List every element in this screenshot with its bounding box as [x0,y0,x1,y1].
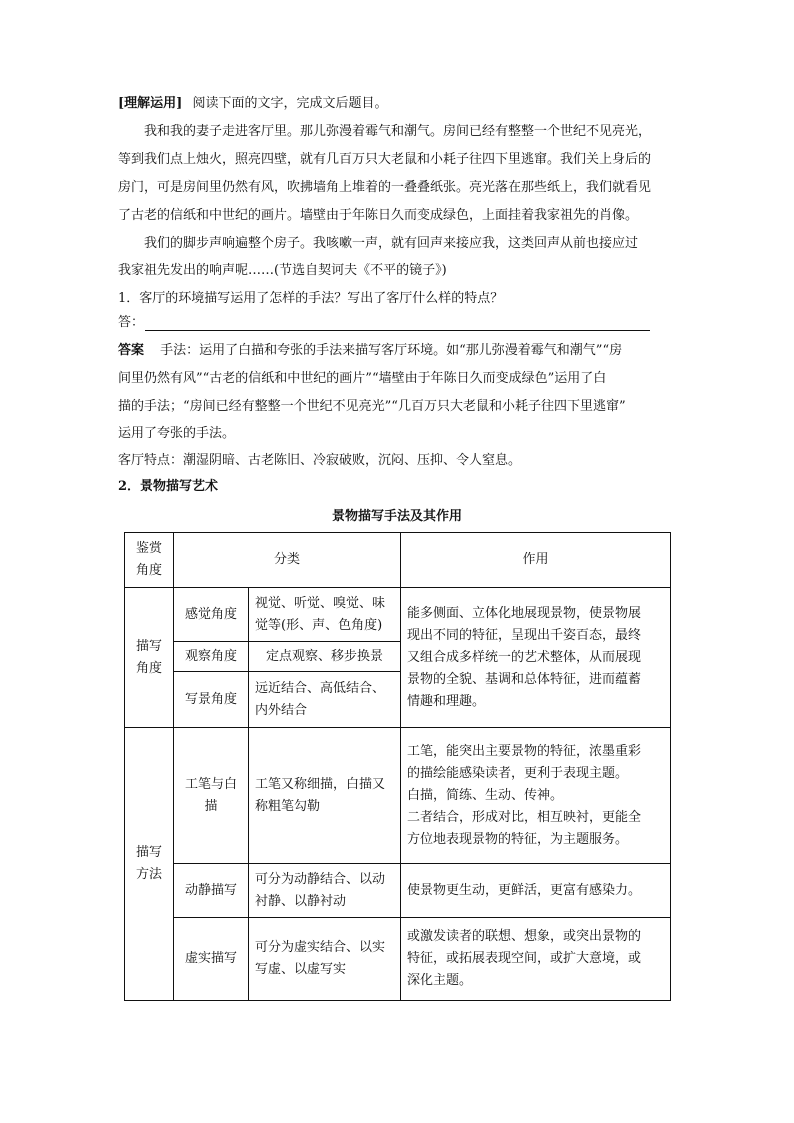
table-row [125,864,671,918]
header-cell-angle [125,533,174,588]
group-label-line: 描写 [135,845,162,860]
subcategory-cell: 动静描写 [174,864,249,918]
effect-line: 方位地表现景物的特征，为主题服务。 [407,831,629,847]
description-line: 远近结合、高低结合、 [255,680,386,696]
intro-instruction: 阅读下面的文字，完成文后题目。 [192,96,388,111]
answer-line: 间里仍然有风”“古老的信纸和中世纪的画片”“墙壁由于年陈日久而变成绿色”运用了白 [118,371,607,386]
group-label-angle [125,588,174,728]
description-line: 内外结合 [255,702,308,718]
header-cell-category: 分类 [174,533,401,588]
effect-line: 情趣和理趣。 [407,693,486,709]
header-cell-effect: 作用 [401,533,671,588]
technique-table [124,532,671,1001]
passage-line: 等到我们点上烛火，照亮四壁，就有几百万只大老鼠和小耗子往四下里逃窜。我们关上身后的 [118,152,652,167]
header-angle-line: 鉴赏 [135,541,162,556]
question-1: 1．客厅的环境描写运用了怎样的手法？写出了客厅什么样的特点？ [118,291,504,306]
group-label-line: 方法 [135,867,162,882]
effect-cell [401,588,671,728]
description-line: 觉等(形、声、色角度) [255,617,383,633]
subcategory-cell: 感觉角度 [174,588,249,642]
description-cell [249,588,401,642]
table-row [125,588,671,642]
table-row [125,918,671,1001]
answer-line [118,341,678,361]
description-line: 工笔又称细描，白描又 [255,776,386,792]
table-caption: 景物描写手法及其作用 [331,509,462,524]
effect-line: 或激发读者的联想、想象，或突出景物的 [407,929,642,944]
section-2-heading: 2．景物描写艺术 [118,479,219,494]
header-angle-line: 角度 [135,563,162,578]
description-line: 可分为虚实结合、以实 [255,940,386,955]
answer-line: 客厅特点：潮湿阴暗、古老陈旧、冷寂破败，沉闷、压抑、令人窒息。 [118,453,522,468]
description-line: 视觉、听觉、嗅觉、味 [255,595,386,611]
description-line: 可分为动静结合、以动 [255,871,386,887]
description-cell [249,672,401,728]
description-line: 衬静、以静衬动 [255,893,347,909]
description-line: 称粗笔勾勒 [255,798,321,814]
effect-line: 深化主题。 [407,973,473,988]
effect-line: 景物的全貌、基调和总体特征，进而蕴蓄 [407,671,642,687]
table-row [125,728,671,864]
intro-line [118,94,678,114]
subcategory-cell: 虚实描写 [174,918,249,1001]
effect-cell: 使景物更生动，更鲜活，更富有感染力。 [401,864,671,918]
effect-line: 特征，或拓展表现空间，或扩大意境，或 [407,951,642,966]
description-cell [249,864,401,918]
group-label-line: 描写 [135,638,162,654]
subcategory-cell [174,728,249,864]
subcategory-cell: 写景角度 [174,672,249,728]
effect-cell [401,918,671,1001]
passage-line: 房门，可是房间里仍然有风，吹拂墙角上堆着的一叠叠纸张。亮光落在那些纸上，我们就看见 [118,180,652,195]
subcategory-line: 工笔与白 [184,776,237,792]
description-cell [249,728,401,864]
passage-line: 我们的脚步声响遍整个房子。我咳嗽一声，就有回声来接应我，这类回声从前也接应过 [144,236,639,251]
effect-line: 二者结合，形成对比，相互映衬，更能全 [407,809,642,825]
description-cell [249,918,401,1001]
effect-cell [401,728,671,864]
effect-line: 又组合成多样统一的艺术整体，从而展现 [407,649,642,665]
description-cell: 定点观察、移步换景 [249,642,401,672]
answer-label: 答案 [118,343,145,358]
answer-prompt: 答： [118,315,145,330]
effect-line: 的描绘能感染读者，更利于表现主题。 [407,765,629,781]
passage-line: 我家祖先发出的响声呢……(节选自契诃夫《不平的镜子》) [118,263,447,278]
effect-line: 能多侧面、立体化地展现景物，使景物展 [407,605,642,621]
answer-text: 手法：运用了白描和夸张的手法来描写客厅环境。如“那儿弥漫着霉气和潮气”“房 [160,343,623,358]
subcategory-line: 描 [204,798,218,814]
table-header-row [125,533,671,588]
answer-line: 描的手法；“房间已经有整整一个世纪不见亮光”“几百万只大老鼠和小耗子往四下里逃窜” [118,399,626,414]
effect-line: 白描，简练、生动、传神。 [407,787,564,803]
description-line: 写虚、以虚写实 [255,962,347,977]
group-label-line: 角度 [135,660,162,676]
passage-line: 了古老的信纸和中世纪的画片。墙壁由于年陈日久而变成绿色，上面挂着我家祖先的肖像。 [118,208,639,223]
answer-blank-line [145,329,650,331]
passage-line: 我和我的妻子走进客厅里。那儿弥漫着霉气和潮气。房间已经有整整一个世纪不见亮光， [144,124,652,139]
answer-line: 运用了夸张的手法。 [118,426,236,441]
group-label-method [125,728,174,1001]
subcategory-cell: 观察角度 [174,642,249,672]
intro-tag: [理解运用] [118,96,183,111]
effect-line: 工笔，能突出主要景物的特征，浓墨重彩 [407,743,642,759]
effect-line: 现出不同的特征，呈现出千姿百态，最终 [407,627,642,643]
